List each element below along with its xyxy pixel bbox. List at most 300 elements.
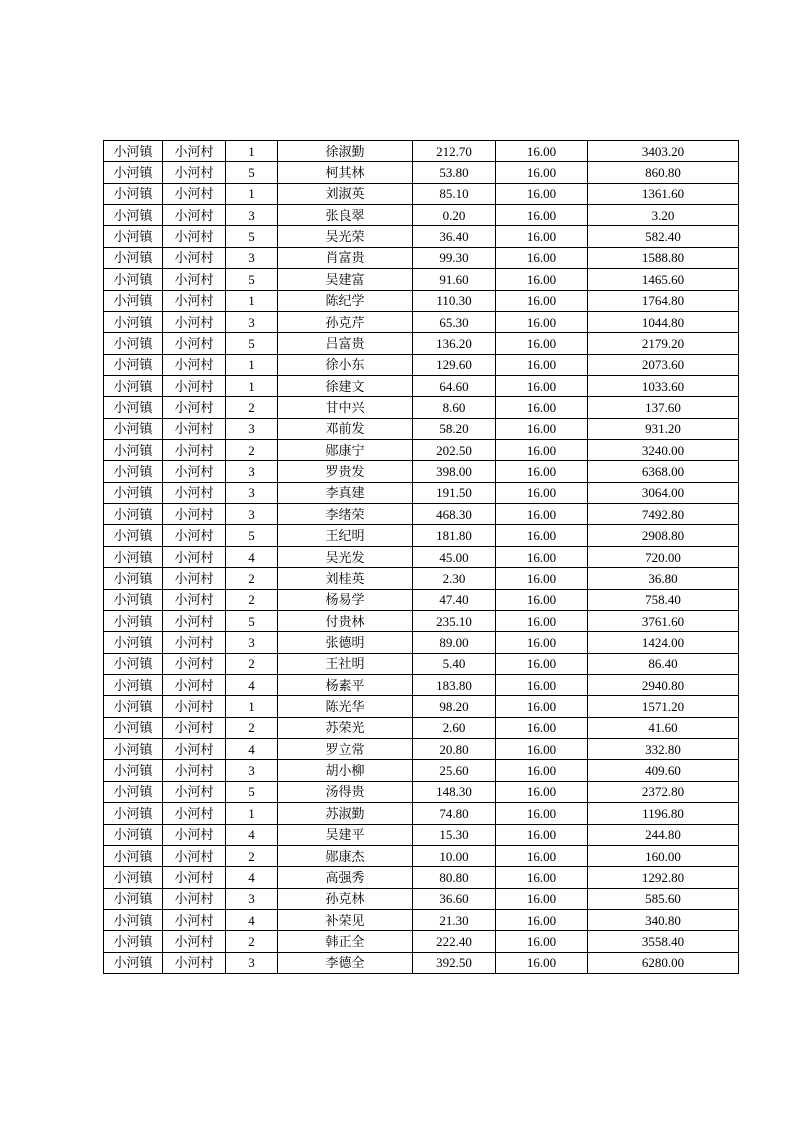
cell-village: 小河村 [163, 909, 226, 930]
cell-town: 小河镇 [104, 931, 163, 952]
cell-name: 陈光华 [278, 696, 413, 717]
cell-quantity: 8.60 [413, 397, 496, 418]
table-row [104, 226, 739, 247]
cell-quantity: 58.20 [413, 418, 496, 439]
cell-unit-price: 16.00 [496, 290, 588, 311]
cell-amount: 160.00 [588, 845, 739, 866]
cell-name: 汤得贵 [278, 781, 413, 802]
cell-group-no: 2 [226, 931, 278, 952]
cell-quantity: 20.80 [413, 739, 496, 760]
cell-name: 胡小柳 [278, 760, 413, 781]
cell-amount: 409.60 [588, 760, 739, 781]
cell-unit-price: 16.00 [496, 632, 588, 653]
cell-name: 孙克芹 [278, 311, 413, 332]
cell-town: 小河镇 [104, 418, 163, 439]
table-row [104, 717, 739, 738]
cell-quantity: 183.80 [413, 674, 496, 695]
cell-amount: 36.80 [588, 568, 739, 589]
cell-unit-price: 16.00 [496, 781, 588, 802]
cell-amount: 1465.60 [588, 269, 739, 290]
cell-amount: 1764.80 [588, 290, 739, 311]
table-row [104, 525, 739, 546]
table-row [104, 461, 739, 482]
table-row [104, 269, 739, 290]
cell-town: 小河镇 [104, 824, 163, 845]
cell-town: 小河镇 [104, 290, 163, 311]
cell-town: 小河镇 [104, 888, 163, 909]
cell-village: 小河村 [163, 141, 226, 162]
cell-quantity: 398.00 [413, 461, 496, 482]
cell-quantity: 91.60 [413, 269, 496, 290]
cell-village: 小河村 [163, 183, 226, 204]
cell-unit-price: 16.00 [496, 717, 588, 738]
cell-quantity: 181.80 [413, 525, 496, 546]
cell-amount: 931.20 [588, 418, 739, 439]
cell-name: 王社明 [278, 653, 413, 674]
cell-town: 小河镇 [104, 781, 163, 802]
cell-unit-price: 16.00 [496, 461, 588, 482]
cell-village: 小河村 [163, 717, 226, 738]
cell-unit-price: 16.00 [496, 525, 588, 546]
cell-town: 小河镇 [104, 909, 163, 930]
cell-village: 小河村 [163, 589, 226, 610]
cell-town: 小河镇 [104, 546, 163, 567]
cell-amount: 3.20 [588, 205, 739, 226]
cell-village: 小河村 [163, 632, 226, 653]
cell-amount: 720.00 [588, 546, 739, 567]
cell-group-no: 3 [226, 205, 278, 226]
cell-name: 吴光荣 [278, 226, 413, 247]
cell-town: 小河镇 [104, 226, 163, 247]
cell-quantity: 45.00 [413, 546, 496, 567]
cell-amount: 244.80 [588, 824, 739, 845]
cell-village: 小河村 [163, 888, 226, 909]
cell-unit-price: 16.00 [496, 311, 588, 332]
cell-unit-price: 16.00 [496, 162, 588, 183]
cell-group-no: 5 [226, 525, 278, 546]
table-row [104, 141, 739, 162]
cell-name: 郧康宁 [278, 440, 413, 461]
cell-amount: 137.60 [588, 397, 739, 418]
cell-group-no: 4 [226, 674, 278, 695]
cell-quantity: 36.40 [413, 226, 496, 247]
cell-unit-price: 16.00 [496, 803, 588, 824]
cell-amount: 1424.00 [588, 632, 739, 653]
cell-town: 小河镇 [104, 504, 163, 525]
cell-name: 李真建 [278, 482, 413, 503]
cell-town: 小河镇 [104, 333, 163, 354]
cell-village: 小河村 [163, 952, 226, 973]
cell-amount: 1044.80 [588, 311, 739, 332]
cell-name: 徐小东 [278, 354, 413, 375]
table-row [104, 162, 739, 183]
table-row [104, 909, 739, 930]
cell-town: 小河镇 [104, 952, 163, 973]
cell-town: 小河镇 [104, 568, 163, 589]
cell-amount: 3240.00 [588, 440, 739, 461]
cell-group-no: 2 [226, 845, 278, 866]
cell-name: 陈纪学 [278, 290, 413, 311]
table-row [104, 952, 739, 973]
cell-village: 小河村 [163, 205, 226, 226]
cell-village: 小河村 [163, 397, 226, 418]
cell-quantity: 2.60 [413, 717, 496, 738]
table-row [104, 589, 739, 610]
cell-unit-price: 16.00 [496, 888, 588, 909]
cell-group-no: 2 [226, 589, 278, 610]
cell-quantity: 89.00 [413, 632, 496, 653]
cell-name: 徐建文 [278, 375, 413, 396]
cell-unit-price: 16.00 [496, 418, 588, 439]
cell-unit-price: 16.00 [496, 760, 588, 781]
cell-amount: 758.40 [588, 589, 739, 610]
table-row [104, 888, 739, 909]
cell-amount: 860.80 [588, 162, 739, 183]
cell-quantity: 99.30 [413, 247, 496, 268]
cell-group-no: 5 [226, 333, 278, 354]
cell-town: 小河镇 [104, 845, 163, 866]
cell-group-no: 5 [226, 610, 278, 631]
cell-village: 小河村 [163, 269, 226, 290]
cell-amount: 582.40 [588, 226, 739, 247]
table-row [104, 632, 739, 653]
cell-amount: 2908.80 [588, 525, 739, 546]
cell-town: 小河镇 [104, 205, 163, 226]
cell-town: 小河镇 [104, 632, 163, 653]
cell-town: 小河镇 [104, 803, 163, 824]
cell-name: 李绪荣 [278, 504, 413, 525]
cell-quantity: 202.50 [413, 440, 496, 461]
table-row [104, 674, 739, 695]
cell-unit-price: 16.00 [496, 482, 588, 503]
cell-name: 苏淑勤 [278, 803, 413, 824]
cell-name: 吴光发 [278, 546, 413, 567]
table-row [104, 653, 739, 674]
cell-town: 小河镇 [104, 653, 163, 674]
cell-amount: 2179.20 [588, 333, 739, 354]
cell-unit-price: 16.00 [496, 674, 588, 695]
cell-town: 小河镇 [104, 589, 163, 610]
cell-amount: 1033.60 [588, 375, 739, 396]
table-row [104, 397, 739, 418]
cell-village: 小河村 [163, 867, 226, 888]
cell-amount: 585.60 [588, 888, 739, 909]
cell-quantity: 148.30 [413, 781, 496, 802]
table-row [104, 375, 739, 396]
cell-group-no: 2 [226, 397, 278, 418]
cell-unit-price: 16.00 [496, 247, 588, 268]
table-row [104, 546, 739, 567]
cell-group-no: 1 [226, 183, 278, 204]
cell-unit-price: 16.00 [496, 589, 588, 610]
table-row [104, 311, 739, 332]
table-row [104, 845, 739, 866]
cell-town: 小河镇 [104, 717, 163, 738]
cell-name: 罗立常 [278, 739, 413, 760]
cell-quantity: 0.20 [413, 205, 496, 226]
cell-quantity: 53.80 [413, 162, 496, 183]
table-row [104, 696, 739, 717]
cell-quantity: 98.20 [413, 696, 496, 717]
cell-group-no: 4 [226, 739, 278, 760]
cell-group-no: 3 [226, 888, 278, 909]
table-row [104, 247, 739, 268]
cell-name: 付贵林 [278, 610, 413, 631]
cell-name: 张德明 [278, 632, 413, 653]
cell-name: 韩正全 [278, 931, 413, 952]
cell-name: 吴建富 [278, 269, 413, 290]
cell-unit-price: 16.00 [496, 269, 588, 290]
cell-amount: 1588.80 [588, 247, 739, 268]
table-row [104, 482, 739, 503]
table-row [104, 504, 739, 525]
cell-name: 杨易学 [278, 589, 413, 610]
cell-group-no: 2 [226, 568, 278, 589]
cell-amount: 1571.20 [588, 696, 739, 717]
cell-village: 小河村 [163, 696, 226, 717]
cell-village: 小河村 [163, 354, 226, 375]
cell-village: 小河村 [163, 418, 226, 439]
cell-name: 吴建平 [278, 824, 413, 845]
payment-table [103, 140, 739, 974]
cell-town: 小河镇 [104, 311, 163, 332]
cell-village: 小河村 [163, 931, 226, 952]
cell-village: 小河村 [163, 525, 226, 546]
cell-name: 孙克林 [278, 888, 413, 909]
cell-unit-price: 16.00 [496, 568, 588, 589]
cell-quantity: 110.30 [413, 290, 496, 311]
cell-village: 小河村 [163, 824, 226, 845]
cell-unit-price: 16.00 [496, 333, 588, 354]
cell-quantity: 191.50 [413, 482, 496, 503]
cell-village: 小河村 [163, 803, 226, 824]
table-row [104, 568, 739, 589]
cell-group-no: 2 [226, 717, 278, 738]
cell-group-no: 3 [226, 504, 278, 525]
cell-village: 小河村 [163, 546, 226, 567]
cell-village: 小河村 [163, 290, 226, 311]
cell-name: 罗贵发 [278, 461, 413, 482]
cell-town: 小河镇 [104, 760, 163, 781]
cell-quantity: 64.60 [413, 375, 496, 396]
cell-amount: 7492.80 [588, 504, 739, 525]
cell-group-no: 4 [226, 909, 278, 930]
cell-group-no: 3 [226, 247, 278, 268]
cell-quantity: 468.30 [413, 504, 496, 525]
cell-unit-price: 16.00 [496, 226, 588, 247]
cell-unit-price: 16.00 [496, 696, 588, 717]
cell-group-no: 3 [226, 311, 278, 332]
cell-village: 小河村 [163, 440, 226, 461]
cell-unit-price: 16.00 [496, 845, 588, 866]
cell-group-no: 3 [226, 461, 278, 482]
cell-group-no: 1 [226, 290, 278, 311]
cell-name: 甘中兴 [278, 397, 413, 418]
cell-group-no: 5 [226, 162, 278, 183]
cell-unit-price: 16.00 [496, 354, 588, 375]
cell-amount: 41.60 [588, 717, 739, 738]
cell-town: 小河镇 [104, 482, 163, 503]
cell-group-no: 1 [226, 696, 278, 717]
cell-unit-price: 16.00 [496, 205, 588, 226]
cell-village: 小河村 [163, 845, 226, 866]
table-row [104, 760, 739, 781]
cell-town: 小河镇 [104, 354, 163, 375]
cell-unit-price: 16.00 [496, 141, 588, 162]
table-row [104, 290, 739, 311]
cell-village: 小河村 [163, 760, 226, 781]
table-row [104, 354, 739, 375]
cell-quantity: 65.30 [413, 311, 496, 332]
cell-village: 小河村 [163, 739, 226, 760]
cell-town: 小河镇 [104, 247, 163, 268]
table-row [104, 867, 739, 888]
cell-name: 杨素平 [278, 674, 413, 695]
cell-amount: 332.80 [588, 739, 739, 760]
cell-name: 王纪明 [278, 525, 413, 546]
cell-village: 小河村 [163, 610, 226, 631]
cell-quantity: 10.00 [413, 845, 496, 866]
cell-group-no: 1 [226, 375, 278, 396]
cell-group-no: 3 [226, 418, 278, 439]
cell-quantity: 74.80 [413, 803, 496, 824]
cell-quantity: 235.10 [413, 610, 496, 631]
table-row [104, 931, 739, 952]
table-row [104, 824, 739, 845]
cell-group-no: 3 [226, 482, 278, 503]
cell-town: 小河镇 [104, 525, 163, 546]
cell-amount: 6368.00 [588, 461, 739, 482]
cell-unit-price: 16.00 [496, 952, 588, 973]
cell-name: 吕富贵 [278, 333, 413, 354]
cell-amount: 3761.60 [588, 610, 739, 631]
cell-amount: 2372.80 [588, 781, 739, 802]
cell-unit-price: 16.00 [496, 653, 588, 674]
cell-unit-price: 16.00 [496, 931, 588, 952]
cell-name: 肖富贵 [278, 247, 413, 268]
cell-village: 小河村 [163, 461, 226, 482]
cell-unit-price: 16.00 [496, 867, 588, 888]
cell-village: 小河村 [163, 653, 226, 674]
cell-amount: 2073.60 [588, 354, 739, 375]
cell-town: 小河镇 [104, 162, 163, 183]
cell-amount: 1361.60 [588, 183, 739, 204]
cell-group-no: 4 [226, 867, 278, 888]
cell-group-no: 1 [226, 803, 278, 824]
cell-unit-price: 16.00 [496, 183, 588, 204]
cell-amount: 6280.00 [588, 952, 739, 973]
cell-quantity: 129.60 [413, 354, 496, 375]
cell-quantity: 47.40 [413, 589, 496, 610]
cell-name: 李德全 [278, 952, 413, 973]
cell-town: 小河镇 [104, 183, 163, 204]
cell-quantity: 21.30 [413, 909, 496, 930]
cell-name: 柯其林 [278, 162, 413, 183]
cell-unit-price: 16.00 [496, 504, 588, 525]
cell-village: 小河村 [163, 568, 226, 589]
cell-amount: 3403.20 [588, 141, 739, 162]
table-row [104, 781, 739, 802]
cell-quantity: 36.60 [413, 888, 496, 909]
cell-amount: 86.40 [588, 653, 739, 674]
cell-village: 小河村 [163, 333, 226, 354]
cell-group-no: 1 [226, 141, 278, 162]
cell-quantity: 5.40 [413, 653, 496, 674]
cell-village: 小河村 [163, 504, 226, 525]
cell-unit-price: 16.00 [496, 440, 588, 461]
cell-group-no: 3 [226, 760, 278, 781]
cell-group-no: 5 [226, 781, 278, 802]
cell-amount: 2940.80 [588, 674, 739, 695]
cell-name: 邓前发 [278, 418, 413, 439]
cell-amount: 340.80 [588, 909, 739, 930]
cell-quantity: 222.40 [413, 931, 496, 952]
cell-town: 小河镇 [104, 375, 163, 396]
cell-group-no: 4 [226, 824, 278, 845]
cell-unit-price: 16.00 [496, 824, 588, 845]
cell-village: 小河村 [163, 781, 226, 802]
cell-quantity: 136.20 [413, 333, 496, 354]
cell-name: 张良翠 [278, 205, 413, 226]
cell-town: 小河镇 [104, 141, 163, 162]
cell-group-no: 4 [226, 546, 278, 567]
table-row [104, 205, 739, 226]
cell-unit-price: 16.00 [496, 546, 588, 567]
cell-village: 小河村 [163, 311, 226, 332]
cell-name: 刘淑英 [278, 183, 413, 204]
cell-name: 徐淑勤 [278, 141, 413, 162]
cell-quantity: 15.30 [413, 824, 496, 845]
cell-quantity: 212.70 [413, 141, 496, 162]
cell-town: 小河镇 [104, 610, 163, 631]
cell-amount: 1196.80 [588, 803, 739, 824]
table-row [104, 333, 739, 354]
cell-town: 小河镇 [104, 867, 163, 888]
cell-village: 小河村 [163, 375, 226, 396]
payment-table-body [104, 141, 739, 974]
cell-amount: 1292.80 [588, 867, 739, 888]
cell-town: 小河镇 [104, 269, 163, 290]
cell-village: 小河村 [163, 226, 226, 247]
cell-quantity: 392.50 [413, 952, 496, 973]
cell-group-no: 3 [226, 632, 278, 653]
table-row [104, 183, 739, 204]
cell-name: 高强秀 [278, 867, 413, 888]
cell-village: 小河村 [163, 162, 226, 183]
cell-group-no: 1 [226, 354, 278, 375]
cell-group-no: 2 [226, 653, 278, 674]
cell-name: 刘桂英 [278, 568, 413, 589]
cell-name: 苏荣光 [278, 717, 413, 738]
cell-unit-price: 16.00 [496, 610, 588, 631]
cell-unit-price: 16.00 [496, 909, 588, 930]
table-row [104, 418, 739, 439]
cell-town: 小河镇 [104, 397, 163, 418]
cell-town: 小河镇 [104, 440, 163, 461]
cell-quantity: 80.80 [413, 867, 496, 888]
cell-amount: 3558.40 [588, 931, 739, 952]
cell-quantity: 25.60 [413, 760, 496, 781]
cell-group-no: 2 [226, 440, 278, 461]
cell-unit-price: 16.00 [496, 375, 588, 396]
cell-name: 郧康杰 [278, 845, 413, 866]
cell-amount: 3064.00 [588, 482, 739, 503]
cell-town: 小河镇 [104, 461, 163, 482]
table-row [104, 440, 739, 461]
table-row [104, 803, 739, 824]
cell-quantity: 2.30 [413, 568, 496, 589]
cell-village: 小河村 [163, 247, 226, 268]
